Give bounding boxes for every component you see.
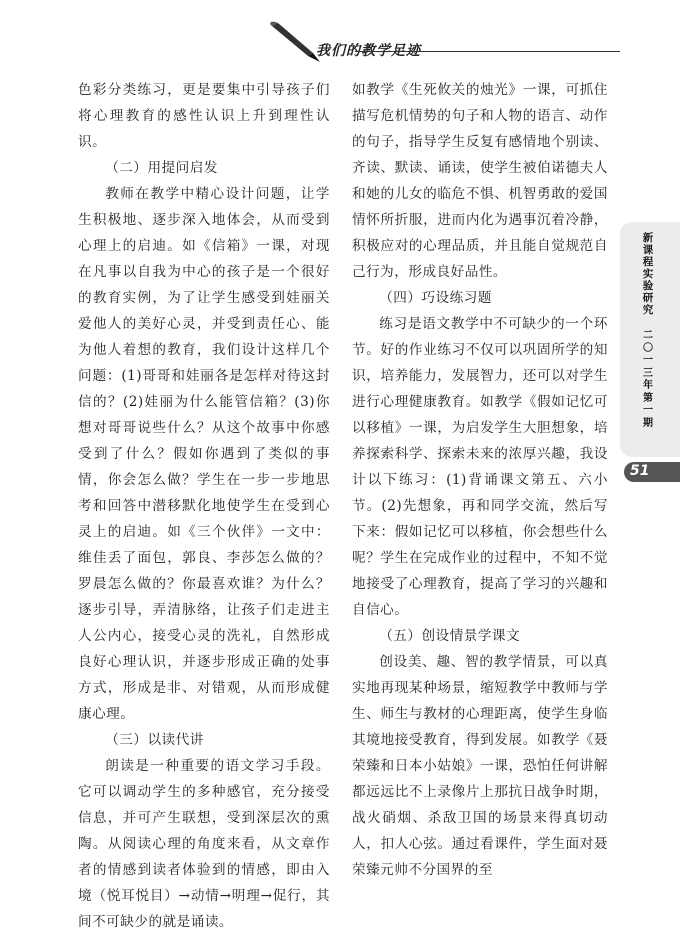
- body-paragraph: 如教学《生死攸关的烛光》一课，可抓住描写危机情势的句子和人物的语言、动作的句子，指导学生反复有感情地个别读、齐读、默读、诵读，使学生被伯诺德夫人和她的儿女的临危不惧、机智勇敢的爱国情怀所折服，进而内化为遇事沉着冷静，积极应对的心理品质，并且能自觉规范自己行为，形成良好品性。: [352, 82, 608, 280]
- header-title: 我们的教学足迹: [316, 43, 421, 59]
- page-header: [0, 0, 680, 75]
- section-heading: （三）以读代讲: [105, 732, 204, 748]
- header-rule: [355, 51, 620, 52]
- body-paragraph: 创设美、趣、智的教学情景，可以真实地再现某种场景，缩短教学中教师与学生、师生与教材的心理距离，使学生身临其境地接受教育，得到发展。如教学《聂荣臻和日本小姑娘》一课，恐怕任何讲解都远远比不上录像片上那抗日战争时期，战火硝烟、杀敌卫国的场景来得真切动人，扣人心弦。通过看课件，学生面对聂荣臻元帅不分国界的至: [352, 654, 608, 878]
- journal-name: 新 课 程 实 验 研 究: [642, 232, 654, 316]
- body-paragraph: 教师在教学中精心设计问题，让学生积极地、逐步深入地体会，从而受到心理上的启迪。如《信箱》一课，对现在凡事以自我为中心的孩子是一个很好的教育实例，为了让学生感受到娃丽关爱他人的美好心灵，并受到责任心、能为他人着想的教育，我们设计这样几个问题：(1)哥哥和娃丽各是怎样对待这封信的？(2)娃丽为什么能管信箱？(3)你想对哥哥说些什么？从这个故事中你感受到了什么？假如你遇到了类似的事情，你会怎么做？学生在一步一步地思考和回答中潜移默化地使学生在受到心灵上的启迪。如《三个伙伴》一文中：维佳丢了面包，郭良、李莎怎么做的？罗晨怎么做的？你最喜欢谁？为什么？逐步引导，弄清脉络，让孩子们走进主人公内心，接受心灵的洗礼，自然形成良好心理认识，并逐步形成正确的处事方式，形成是非、对错观，从而形成健康心理。: [78, 186, 330, 722]
- issue-label: 二 〇 一 三 年 第 一 期: [643, 330, 653, 429]
- body-paragraph: 朗读是一种重要的语文学习手段。它可以调动学生的多种感官，充分接受信息，并可产生联想，受到深层次的熏陶。从阅读心理的角度来看，从文章作者的情感到读者体验到的情感，即由入境（悦耳悦目）→动情→明理→促行，其间不可缺少的就是诵读。: [78, 758, 330, 930]
- left-column: [78, 77, 330, 935]
- body-paragraph: 色彩分类练习，更是要集中引导孩子们将心理教育的感性认识上升到理性认识。: [78, 82, 330, 150]
- page-number: 51: [630, 463, 650, 479]
- body-paragraph: 练习是语文教学中不可缺少的一个环节。好的作业练习不仅可以巩固所学的知识，培养能力，发展智力，还可以对学生进行心理健康教育。如教学《假如记忆可以移植》一课，为启发学生大胆想象，培养探索科学、探索未来的浓厚兴趣，我设计以下练习：(1)背诵课文第五、六小节。(2)先想象，再和同学交流，然后写下来：假如记忆可以移植，你会想些什么呢？学生在完成作业的过程中，不知不觉地接受了心理教育，提高了学习的兴趣和自信心。: [352, 316, 608, 618]
- right-column: [352, 77, 608, 883]
- section-heading: （五）创设情景学课文: [379, 628, 521, 644]
- section-heading: （四）巧设练习题: [379, 290, 492, 306]
- section-heading: （二）用提问启发: [105, 160, 218, 176]
